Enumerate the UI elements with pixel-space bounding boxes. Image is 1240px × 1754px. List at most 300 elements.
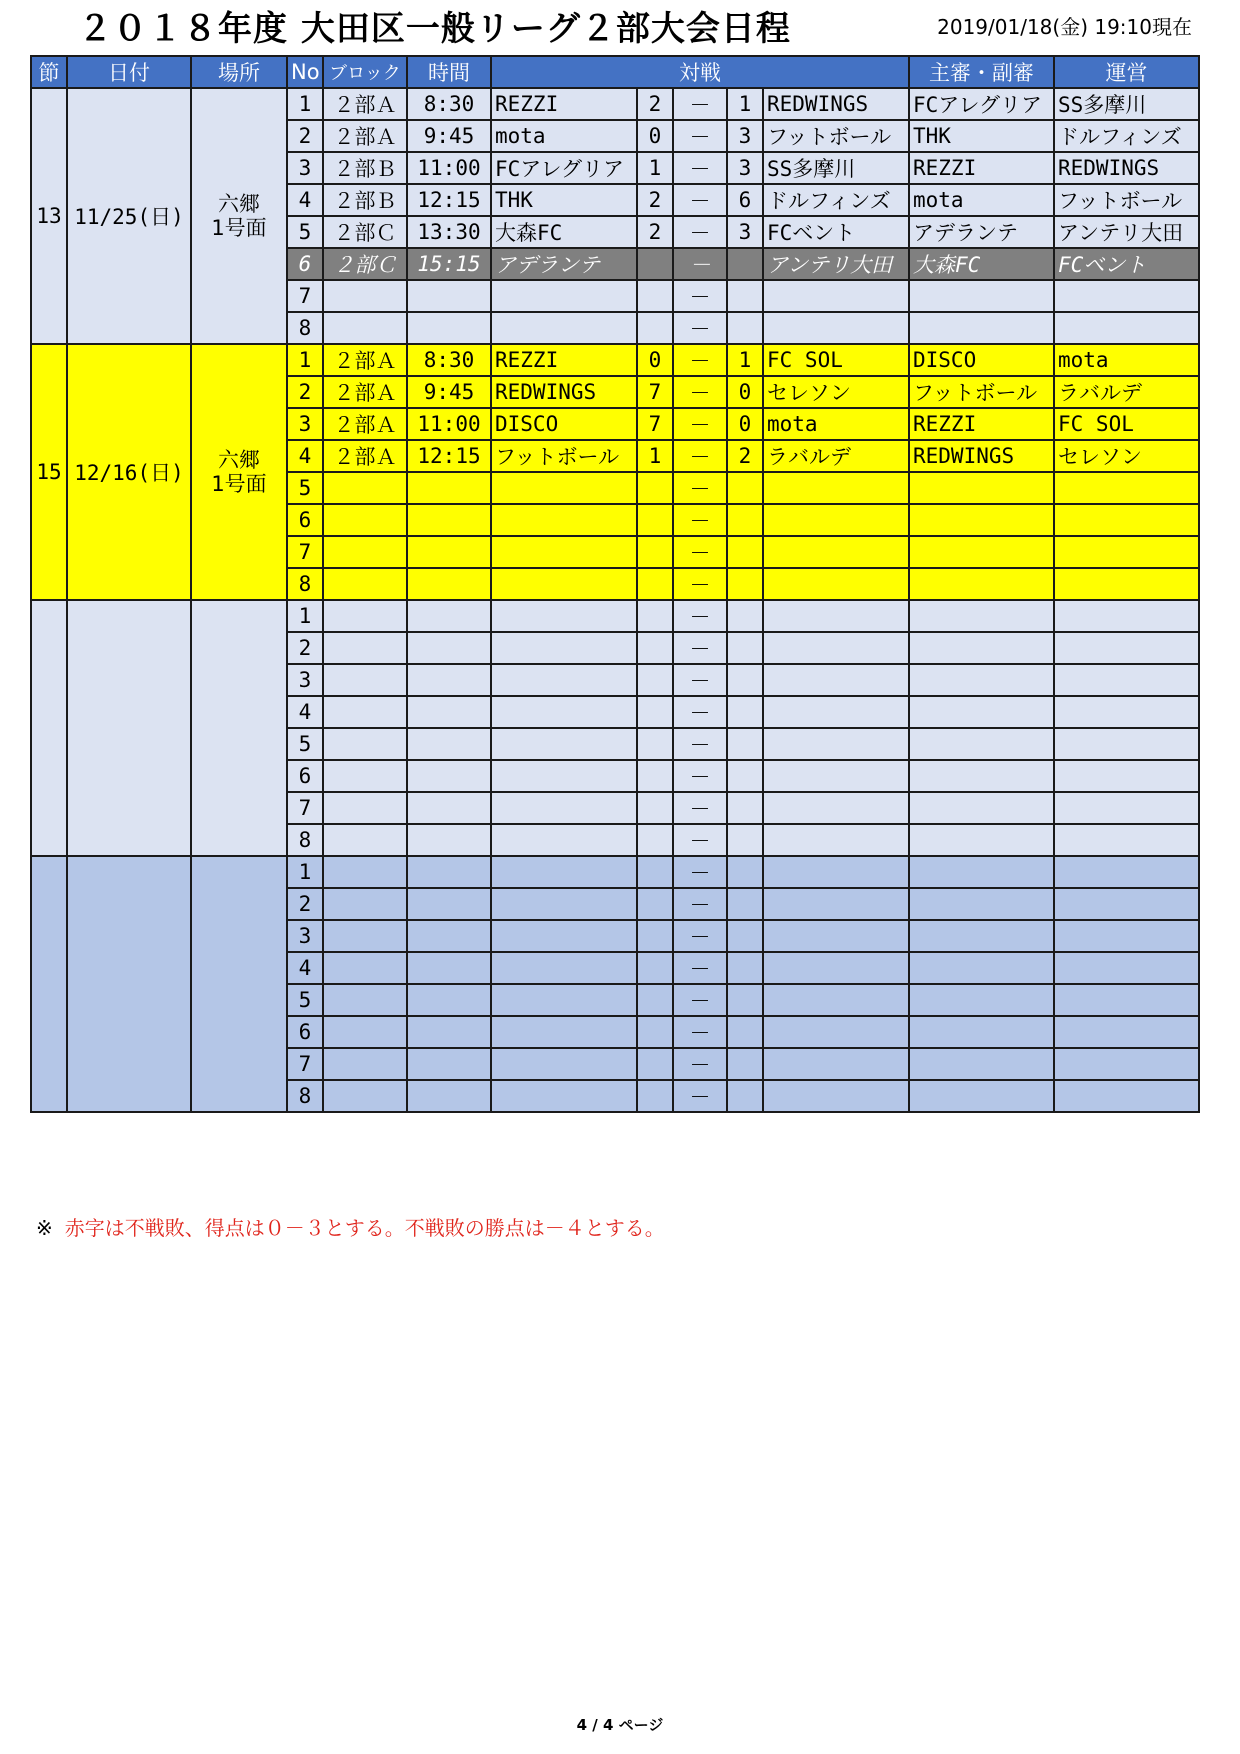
away-team bbox=[763, 760, 909, 792]
management-cell bbox=[1054, 984, 1199, 1016]
time-cell bbox=[407, 664, 491, 696]
match-no: 2 bbox=[287, 376, 323, 408]
management-cell: フットボール bbox=[1054, 184, 1199, 216]
home-team bbox=[491, 472, 637, 504]
away-team bbox=[763, 1048, 909, 1080]
referee-cell: FCアレグリア bbox=[909, 88, 1054, 120]
referee-cell: アデランテ bbox=[909, 216, 1054, 248]
col-header-referee: 主審・副審 bbox=[909, 56, 1054, 88]
block-cell bbox=[323, 1048, 407, 1080]
block-cell bbox=[323, 696, 407, 728]
away-score bbox=[727, 920, 763, 952]
referee-cell bbox=[909, 728, 1054, 760]
home-score: 1 bbox=[637, 440, 673, 472]
venue-cell bbox=[191, 856, 287, 1112]
referee-cell bbox=[909, 536, 1054, 568]
match-no: 6 bbox=[287, 504, 323, 536]
management-cell bbox=[1054, 312, 1199, 344]
away-score bbox=[727, 632, 763, 664]
match-no: 5 bbox=[287, 216, 323, 248]
time-cell bbox=[407, 1016, 491, 1048]
match-no: 4 bbox=[287, 952, 323, 984]
score-separator: － bbox=[673, 888, 727, 920]
away-score: 0 bbox=[727, 408, 763, 440]
home-score: 7 bbox=[637, 408, 673, 440]
away-team bbox=[763, 568, 909, 600]
time-cell: 15:15 bbox=[407, 248, 491, 280]
away-score bbox=[727, 536, 763, 568]
referee-cell bbox=[909, 792, 1054, 824]
away-score bbox=[727, 248, 763, 280]
match-no: 7 bbox=[287, 792, 323, 824]
home-score bbox=[637, 728, 673, 760]
block-cell: ２部Ａ bbox=[323, 440, 407, 472]
match-no: 8 bbox=[287, 568, 323, 600]
match-no: 6 bbox=[287, 1016, 323, 1048]
block-cell bbox=[323, 952, 407, 984]
away-team: REDWINGS bbox=[763, 88, 909, 120]
management-cell bbox=[1054, 1016, 1199, 1048]
away-team: セレソン bbox=[763, 376, 909, 408]
away-score: 3 bbox=[727, 152, 763, 184]
referee-cell: REDWINGS bbox=[909, 440, 1054, 472]
referee-cell bbox=[909, 600, 1054, 632]
score-separator: － bbox=[673, 536, 727, 568]
home-score bbox=[637, 1080, 673, 1112]
management-cell: アンテリ大田 bbox=[1054, 216, 1199, 248]
management-cell: FCベント bbox=[1054, 248, 1199, 280]
management-cell bbox=[1054, 1048, 1199, 1080]
home-score bbox=[637, 472, 673, 504]
away-team bbox=[763, 920, 909, 952]
away-team: アンテリ大田 bbox=[763, 248, 909, 280]
time-cell bbox=[407, 984, 491, 1016]
home-team: 大森FC bbox=[491, 216, 637, 248]
management-cell bbox=[1054, 632, 1199, 664]
home-team bbox=[491, 280, 637, 312]
away-score bbox=[727, 728, 763, 760]
referee-cell bbox=[909, 472, 1054, 504]
home-score bbox=[637, 792, 673, 824]
referee-cell bbox=[909, 504, 1054, 536]
referee-cell bbox=[909, 632, 1054, 664]
away-score bbox=[727, 696, 763, 728]
away-team bbox=[763, 1080, 909, 1112]
venue-line-1: 六郷 bbox=[218, 448, 260, 472]
management-cell bbox=[1054, 536, 1199, 568]
home-score bbox=[637, 824, 673, 856]
score-separator: － bbox=[673, 312, 727, 344]
away-team bbox=[763, 504, 909, 536]
score-separator: － bbox=[673, 632, 727, 664]
management-cell bbox=[1054, 280, 1199, 312]
col-header-no: No bbox=[287, 56, 323, 88]
away-team: mota bbox=[763, 408, 909, 440]
score-separator: － bbox=[673, 152, 727, 184]
note-text: 赤字は不戦敗、得点は０－３とする。不戦敗の勝点は－４とする。 bbox=[64, 1216, 665, 1240]
away-score: 2 bbox=[727, 440, 763, 472]
time-cell: 11:00 bbox=[407, 408, 491, 440]
home-score bbox=[637, 280, 673, 312]
home-score: 2 bbox=[637, 88, 673, 120]
page-number: 4 / 4 ページ bbox=[576, 1716, 664, 1734]
home-team: REZZI bbox=[491, 88, 637, 120]
referee-cell bbox=[909, 696, 1054, 728]
away-team bbox=[763, 952, 909, 984]
management-cell bbox=[1054, 888, 1199, 920]
match-no: 5 bbox=[287, 984, 323, 1016]
referee-cell bbox=[909, 824, 1054, 856]
management-cell bbox=[1054, 504, 1199, 536]
management-cell: SS多摩川 bbox=[1054, 88, 1199, 120]
management-cell bbox=[1054, 760, 1199, 792]
away-score bbox=[727, 472, 763, 504]
match-no: 7 bbox=[287, 280, 323, 312]
home-score bbox=[637, 568, 673, 600]
block-cell bbox=[323, 568, 407, 600]
score-separator: － bbox=[673, 696, 727, 728]
match-no: 7 bbox=[287, 1048, 323, 1080]
management-cell bbox=[1054, 856, 1199, 888]
home-score: 0 bbox=[637, 120, 673, 152]
away-team bbox=[763, 824, 909, 856]
referee-cell: mota bbox=[909, 184, 1054, 216]
management-cell bbox=[1054, 696, 1199, 728]
away-team bbox=[763, 888, 909, 920]
referee-cell bbox=[909, 856, 1054, 888]
away-team bbox=[763, 312, 909, 344]
block-cell bbox=[323, 856, 407, 888]
date-cell: 11/25(日) bbox=[67, 88, 191, 344]
home-score bbox=[637, 248, 673, 280]
management-cell bbox=[1054, 664, 1199, 696]
home-team: フットボール bbox=[491, 440, 637, 472]
score-separator: － bbox=[673, 280, 727, 312]
score-separator: － bbox=[673, 728, 727, 760]
score-separator: － bbox=[673, 760, 727, 792]
away-team: SS多摩川 bbox=[763, 152, 909, 184]
time-cell: 9:45 bbox=[407, 376, 491, 408]
away-score: 3 bbox=[727, 120, 763, 152]
block-cell: ２部Ｃ bbox=[323, 248, 407, 280]
home-team bbox=[491, 504, 637, 536]
home-team bbox=[491, 760, 637, 792]
time-cell bbox=[407, 280, 491, 312]
note-mark: ※ bbox=[36, 1216, 53, 1240]
home-score bbox=[637, 760, 673, 792]
away-team bbox=[763, 984, 909, 1016]
header-row bbox=[31, 56, 1199, 88]
home-team bbox=[491, 1048, 637, 1080]
home-team bbox=[491, 696, 637, 728]
block-cell bbox=[323, 1016, 407, 1048]
table-row bbox=[31, 344, 1199, 376]
col-header-time: 時間 bbox=[407, 56, 491, 88]
score-separator: － bbox=[673, 440, 727, 472]
match-no: 6 bbox=[287, 248, 323, 280]
management-cell bbox=[1054, 792, 1199, 824]
time-cell bbox=[407, 856, 491, 888]
away-score bbox=[727, 824, 763, 856]
block-cell bbox=[323, 920, 407, 952]
block-cell bbox=[323, 536, 407, 568]
time-cell bbox=[407, 536, 491, 568]
away-team: ラバルデ bbox=[763, 440, 909, 472]
time-cell bbox=[407, 728, 491, 760]
away-team: フットボール bbox=[763, 120, 909, 152]
away-score bbox=[727, 1016, 763, 1048]
col-header-date: 日付 bbox=[67, 56, 191, 88]
home-team: FCアレグリア bbox=[491, 152, 637, 184]
home-score bbox=[637, 536, 673, 568]
match-no: 3 bbox=[287, 152, 323, 184]
time-cell bbox=[407, 568, 491, 600]
block-cell bbox=[323, 280, 407, 312]
away-score bbox=[727, 1048, 763, 1080]
block-cell: ２部Ｂ bbox=[323, 184, 407, 216]
home-score bbox=[637, 920, 673, 952]
match-no: 2 bbox=[287, 120, 323, 152]
home-team bbox=[491, 792, 637, 824]
home-team: mota bbox=[491, 120, 637, 152]
management-cell bbox=[1054, 1080, 1199, 1112]
match-no: 6 bbox=[287, 760, 323, 792]
home-team bbox=[491, 312, 637, 344]
management-cell: FC SOL bbox=[1054, 408, 1199, 440]
management-cell bbox=[1054, 952, 1199, 984]
home-score bbox=[637, 984, 673, 1016]
home-team bbox=[491, 728, 637, 760]
score-separator: － bbox=[673, 472, 727, 504]
away-team bbox=[763, 472, 909, 504]
venue-line-1: 六郷 bbox=[218, 192, 260, 216]
table-row bbox=[31, 600, 1199, 632]
match-no: 8 bbox=[287, 312, 323, 344]
home-score bbox=[637, 632, 673, 664]
date-cell bbox=[67, 600, 191, 856]
referee-cell bbox=[909, 760, 1054, 792]
score-separator: － bbox=[673, 376, 727, 408]
management-cell bbox=[1054, 920, 1199, 952]
away-score bbox=[727, 568, 763, 600]
match-no: 8 bbox=[287, 1080, 323, 1112]
block-cell: ２部Ｃ bbox=[323, 216, 407, 248]
time-cell bbox=[407, 600, 491, 632]
away-score bbox=[727, 952, 763, 984]
page-title: ２０１８年度 大田区一般リーグ２部大会日程 bbox=[78, 9, 791, 49]
score-separator: － bbox=[673, 1016, 727, 1048]
time-cell bbox=[407, 504, 491, 536]
home-score bbox=[637, 696, 673, 728]
match-no: 3 bbox=[287, 664, 323, 696]
home-team bbox=[491, 888, 637, 920]
score-separator: － bbox=[673, 568, 727, 600]
match-no: 3 bbox=[287, 408, 323, 440]
setsu-cell bbox=[31, 856, 67, 1112]
away-score bbox=[727, 1080, 763, 1112]
match-no: 5 bbox=[287, 472, 323, 504]
block-cell bbox=[323, 632, 407, 664]
management-cell: セレソン bbox=[1054, 440, 1199, 472]
home-score: 2 bbox=[637, 216, 673, 248]
footnote bbox=[36, 1212, 665, 1241]
block-cell: ２部Ａ bbox=[323, 376, 407, 408]
home-team bbox=[491, 568, 637, 600]
col-header-venue: 場所 bbox=[191, 56, 287, 88]
block-cell bbox=[323, 792, 407, 824]
home-team: REDWINGS bbox=[491, 376, 637, 408]
updated-timestamp: 2019/01/18(金) 19:10現在 bbox=[937, 15, 1192, 39]
home-team bbox=[491, 632, 637, 664]
management-cell bbox=[1054, 728, 1199, 760]
block-cell bbox=[323, 760, 407, 792]
home-score bbox=[637, 600, 673, 632]
management-cell bbox=[1054, 568, 1199, 600]
time-cell bbox=[407, 1080, 491, 1112]
match-no: 3 bbox=[287, 920, 323, 952]
match-no: 4 bbox=[287, 696, 323, 728]
away-score: 3 bbox=[727, 216, 763, 248]
referee-cell bbox=[909, 984, 1054, 1016]
time-cell: 9:45 bbox=[407, 120, 491, 152]
home-team bbox=[491, 856, 637, 888]
away-team: FCベント bbox=[763, 216, 909, 248]
home-team: REZZI bbox=[491, 344, 637, 376]
score-separator: － bbox=[673, 664, 727, 696]
score-separator: － bbox=[673, 1080, 727, 1112]
away-score bbox=[727, 280, 763, 312]
block-cell bbox=[323, 1080, 407, 1112]
home-score: 7 bbox=[637, 376, 673, 408]
home-score bbox=[637, 1016, 673, 1048]
schedule-body bbox=[31, 88, 1199, 1112]
block-cell bbox=[323, 504, 407, 536]
score-separator: － bbox=[673, 984, 727, 1016]
away-score bbox=[727, 760, 763, 792]
score-separator: － bbox=[673, 856, 727, 888]
time-cell: 11:00 bbox=[407, 152, 491, 184]
block-cell bbox=[323, 312, 407, 344]
venue-cell bbox=[191, 344, 287, 600]
score-separator: － bbox=[673, 248, 727, 280]
match-no: 4 bbox=[287, 440, 323, 472]
away-score: 1 bbox=[727, 88, 763, 120]
match-no: 4 bbox=[287, 184, 323, 216]
match-no: 1 bbox=[287, 600, 323, 632]
away-score bbox=[727, 504, 763, 536]
setsu-cell bbox=[31, 600, 67, 856]
home-team bbox=[491, 984, 637, 1016]
away-score bbox=[727, 792, 763, 824]
block-cell bbox=[323, 728, 407, 760]
away-score: 6 bbox=[727, 184, 763, 216]
time-cell bbox=[407, 792, 491, 824]
table-row bbox=[31, 88, 1199, 120]
away-team: ドルフィンズ bbox=[763, 184, 909, 216]
referee-cell bbox=[909, 952, 1054, 984]
venue-cell bbox=[191, 88, 287, 344]
referee-cell: THK bbox=[909, 120, 1054, 152]
venue-cell bbox=[191, 600, 287, 856]
away-team: FC SOL bbox=[763, 344, 909, 376]
management-cell: REDWINGS bbox=[1054, 152, 1199, 184]
home-team bbox=[491, 920, 637, 952]
referee-cell bbox=[909, 920, 1054, 952]
time-cell bbox=[407, 824, 491, 856]
venue-line-2: 1号面 bbox=[211, 216, 267, 240]
match-no: 2 bbox=[287, 888, 323, 920]
match-no: 1 bbox=[287, 88, 323, 120]
date-cell bbox=[67, 856, 191, 1112]
home-score bbox=[637, 504, 673, 536]
score-separator: － bbox=[673, 920, 727, 952]
referee-cell: REZZI bbox=[909, 152, 1054, 184]
score-separator: － bbox=[673, 600, 727, 632]
block-cell bbox=[323, 984, 407, 1016]
time-cell bbox=[407, 1048, 491, 1080]
score-separator: － bbox=[673, 216, 727, 248]
col-header-management: 運営 bbox=[1054, 56, 1199, 88]
block-cell bbox=[323, 888, 407, 920]
referee-cell bbox=[909, 888, 1054, 920]
home-team bbox=[491, 536, 637, 568]
home-team: THK bbox=[491, 184, 637, 216]
score-separator: － bbox=[673, 952, 727, 984]
home-team: DISCO bbox=[491, 408, 637, 440]
score-separator: － bbox=[673, 792, 727, 824]
score-separator: － bbox=[673, 88, 727, 120]
management-cell: ラバルデ bbox=[1054, 376, 1199, 408]
away-team bbox=[763, 632, 909, 664]
setsu-cell: 15 bbox=[31, 344, 67, 600]
score-separator: － bbox=[673, 120, 727, 152]
time-cell bbox=[407, 472, 491, 504]
score-separator: － bbox=[673, 504, 727, 536]
referee-cell bbox=[909, 1048, 1054, 1080]
time-cell: 8:30 bbox=[407, 344, 491, 376]
col-header-match: 対戦 bbox=[491, 56, 909, 88]
referee-cell bbox=[909, 280, 1054, 312]
match-no: 2 bbox=[287, 632, 323, 664]
referee-cell: DISCO bbox=[909, 344, 1054, 376]
block-cell bbox=[323, 664, 407, 696]
referee-cell: フットボール bbox=[909, 376, 1054, 408]
match-no: 5 bbox=[287, 728, 323, 760]
referee-cell bbox=[909, 568, 1054, 600]
management-cell: mota bbox=[1054, 344, 1199, 376]
management-cell bbox=[1054, 600, 1199, 632]
col-header-block: ブロック bbox=[323, 56, 407, 88]
home-team bbox=[491, 1080, 637, 1112]
block-cell bbox=[323, 472, 407, 504]
away-team bbox=[763, 536, 909, 568]
setsu-cell: 13 bbox=[31, 88, 67, 344]
score-separator: － bbox=[673, 1048, 727, 1080]
home-score: 2 bbox=[637, 184, 673, 216]
home-team bbox=[491, 824, 637, 856]
score-separator: － bbox=[673, 344, 727, 376]
referee-cell bbox=[909, 1080, 1054, 1112]
date-cell: 12/16(日) bbox=[67, 344, 191, 600]
score-separator: － bbox=[673, 184, 727, 216]
referee-cell: REZZI bbox=[909, 408, 1054, 440]
referee-cell bbox=[909, 312, 1054, 344]
away-score bbox=[727, 856, 763, 888]
table-row bbox=[31, 856, 1199, 888]
referee-cell: 大森FC bbox=[909, 248, 1054, 280]
away-team bbox=[763, 1016, 909, 1048]
match-no: 1 bbox=[287, 856, 323, 888]
